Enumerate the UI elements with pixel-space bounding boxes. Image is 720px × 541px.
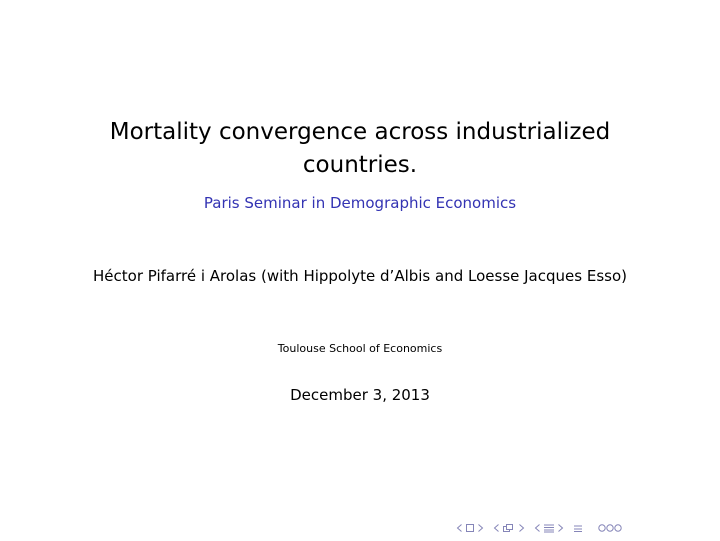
frame-back-icon[interactable] — [456, 522, 463, 534]
author: Héctor Pifarré i Arolas (with Hippolyte d’Albis and Loesse Jacques Esso) — [93, 267, 627, 285]
subsection-forward-icon[interactable] — [518, 522, 525, 534]
beamer-navigation-bar — [456, 522, 625, 534]
appendix-icon[interactable] — [573, 522, 583, 534]
section-icon[interactable] — [543, 522, 555, 534]
appendix-nav-group — [573, 522, 583, 534]
section-back-icon[interactable] — [534, 522, 541, 534]
section-nav-group — [534, 522, 564, 534]
subsection-icon[interactable] — [502, 522, 516, 534]
subsection-back-icon[interactable] — [493, 522, 500, 534]
search-nav-group — [597, 522, 625, 534]
frame-forward-icon[interactable] — [477, 522, 484, 534]
date: December 3, 2013 — [290, 386, 430, 404]
page-title: Mortality convergence across industrialized countries. — [109, 119, 611, 178]
frame-nav-group — [456, 522, 484, 534]
section-forward-icon[interactable] — [557, 522, 564, 534]
subsection-nav-group — [493, 522, 525, 534]
frame-icon[interactable] — [465, 522, 475, 534]
subtitle: Paris Seminar in Demographic Economics — [203, 194, 517, 212]
institute: Toulouse School of Economics — [277, 342, 443, 355]
search-icon[interactable] — [597, 522, 625, 534]
